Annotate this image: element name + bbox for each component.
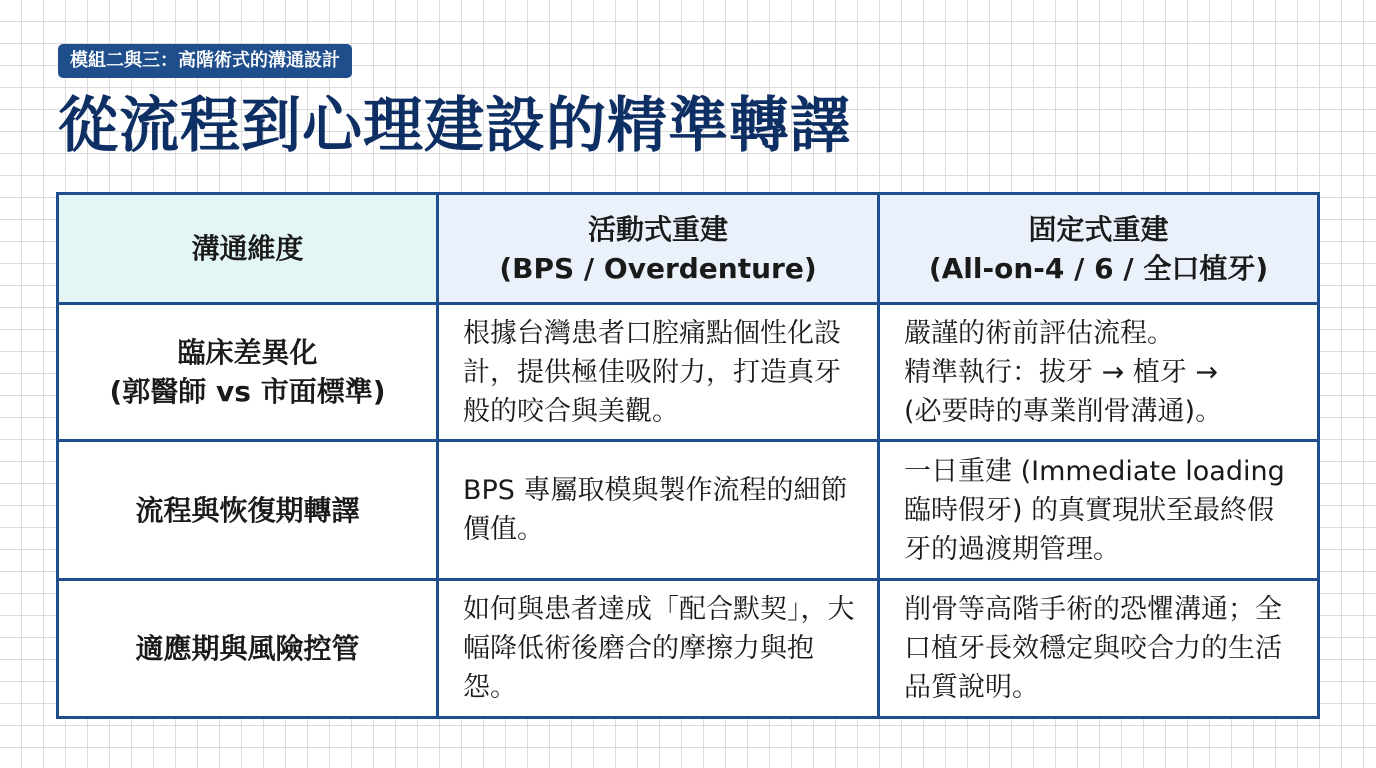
header-fixed [880,195,1317,305]
row-dimension-process [59,442,439,581]
cell-fixed-clinical [880,305,1317,442]
page-title: 從流程到心理建設的精準轉譯 [58,91,851,161]
header-removable-subtitle: (BPS / Overdenture) [499,251,817,285]
row-dimension-title: 適應期與風險控管 [135,632,360,665]
row-dimension-risk [59,581,439,716]
row-dimension-title: 流程與恢復期轉譯 [135,493,360,527]
header-fixed-title: 固定式重建 [1028,212,1169,246]
comparison-table [56,192,1320,719]
header-dimension: 溝通維度 [59,195,439,305]
cell-fixed-clinical-line3: (必要時的專業削骨溝通)。 [904,395,1223,427]
cell-removable-process: BPS 專屬取模與製作流程的細節價值。 [439,442,880,581]
cell-removable-clinical: 根據台灣患者口腔痛點個性化設計，提供極佳吸附力，打造真牙般的咬合與美觀。 [439,305,880,442]
header-fixed-subtitle: (All-on-4 / 6 / 全口植牙) [928,251,1269,285]
section-tag: 模組二與三：高階術式的溝通設計 [58,44,352,78]
row-dimension-subtitle: (郭醫師 vs 市面標準) [109,375,386,408]
header-removable-title: 活動式重建 [587,212,728,246]
cell-fixed-risk: 削骨等高階手術的恐懼溝通；全口植牙長效穩定與咬合力的生活品質說明。 [904,594,1282,703]
cell-fixed-clinical-line2: 精準執行：拔牙 → 植牙 → [904,356,1218,388]
header-removable [439,195,880,305]
cell-fixed-process: 一日重建 (Immediate loading 臨時假牙) 的真實現狀至最終假牙的過渡期管理。 [880,442,1317,581]
cell-removable-risk: 如何與患者達成「配合默契」，大幅降低術後磨合的摩擦力與抱怨。 [439,581,880,716]
row-dimension-title: 臨床差異化 [177,336,318,369]
cell-fixed-clinical-line1: 嚴謹的術前評估流程。 [904,317,1174,349]
row-dimension-clinical [59,305,439,442]
